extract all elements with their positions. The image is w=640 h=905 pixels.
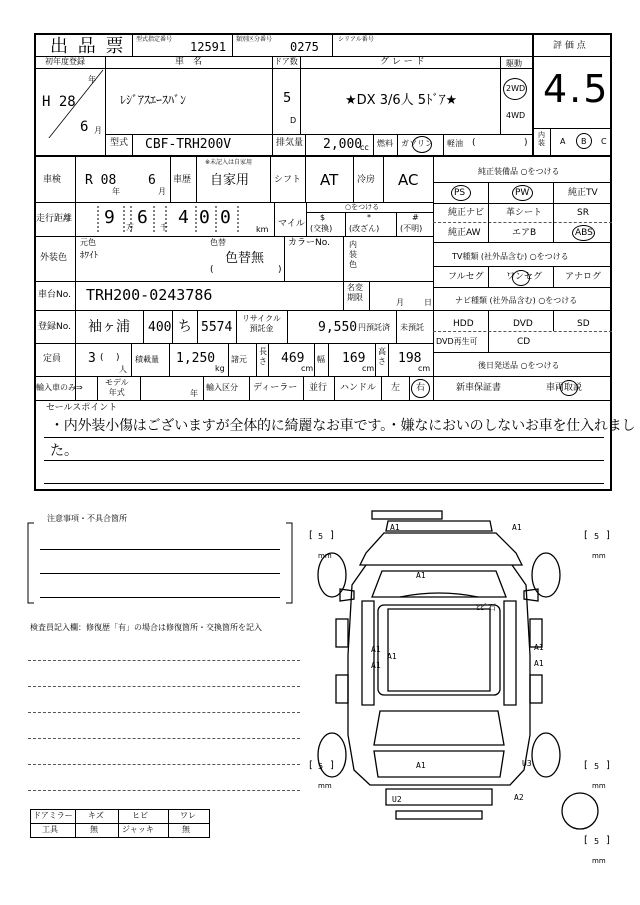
capacity-paren-close: ) (116, 353, 120, 363)
interior-b: B (581, 137, 587, 146)
tv-oneseg-circle (512, 270, 530, 286)
tv-fullseg: フルセグ (448, 272, 484, 282)
handle-left: 左 (391, 383, 401, 393)
mileage-d3: 4 (178, 207, 189, 228)
name-change-label: 名変 期限 (347, 283, 363, 302)
reg-kana: ち (178, 319, 192, 335)
tread-rl: 5 (318, 762, 324, 771)
tread-rr-mm: mm (592, 782, 606, 790)
ship-manual: 車両取説 (546, 383, 583, 393)
tread-spare-bracket-close: ] (606, 835, 610, 846)
dvd-play: DVD再生可 (436, 337, 478, 346)
parts-h0: ドアミラー (33, 811, 73, 820)
mileage-d4: 0 (199, 207, 210, 228)
drive-2wd: 2WD (506, 84, 526, 93)
class-no-label: 類別区分番号 (236, 36, 273, 43)
grade-label: グ レ ー ド (380, 57, 425, 67)
ship-warranty: 新車保証書 (456, 383, 502, 393)
mileage-opt1: $ (320, 213, 326, 222)
length: 469 (281, 351, 305, 366)
doors: 5 (283, 91, 292, 106)
drive-4wd: 4WD (506, 111, 526, 120)
mileage-d5: 0 (220, 207, 231, 228)
mileage-d2: 6 (137, 207, 148, 228)
tv-oneseg: ワンセグ (506, 272, 543, 282)
cc-unit: cc (360, 143, 369, 152)
height-label: 高さ (378, 347, 386, 366)
serial-label: シリアル番号 (338, 36, 374, 43)
displacement: 2,000 (323, 137, 363, 152)
car-name-label: 車 名 (175, 57, 203, 67)
history-note: ※未記入は自家用 (205, 159, 253, 166)
equip-abs-circle (572, 225, 595, 241)
nav-hdd: HDD (453, 319, 474, 329)
notes-bracket (26, 513, 296, 605)
ship-manual-circle (560, 380, 578, 396)
shift: AT (320, 171, 339, 189)
inspect-era: R 08 (85, 173, 117, 188)
interior-a: A (560, 137, 566, 146)
mileage-opt3-sub: (不明) (400, 224, 423, 233)
height: 198 (398, 351, 422, 366)
color-paren-close: ) (278, 265, 282, 275)
parts-h1: キズ (88, 811, 104, 820)
tread-fl: 5 (318, 532, 324, 541)
load-label: 積載量 (135, 355, 159, 364)
reg-area: 袖ヶ浦 (88, 319, 130, 335)
damage-windshield: ﾋﾋﾞ石 (476, 603, 496, 612)
tread-fr-bracket: [ (584, 530, 588, 541)
notes-title: 注意事項・不具合箇所 (44, 515, 130, 523)
first-reg-month: 6 (80, 119, 89, 135)
interior-color-label: 内 装 色 (349, 240, 357, 269)
parts-h2: ヒビ (132, 811, 148, 820)
parts-v1: 無 (90, 825, 98, 834)
history-label: 車歴 (173, 175, 192, 185)
equip-sr: SR (577, 208, 589, 218)
handle-label: ハンドル (340, 383, 377, 393)
fuel-diesel: 軽油 (447, 139, 463, 148)
score-value: 4.5 (543, 67, 610, 111)
tv-title: TV種類 (社外品含む) ○をつける (452, 252, 569, 261)
equip-navi: 純正ナビ (448, 208, 485, 218)
equipment-title: 純正装備品 ○をつける (478, 167, 560, 176)
tread-spare: 5 (594, 837, 600, 846)
door-d: D (290, 116, 297, 125)
sales-label: セールスポイント (46, 403, 118, 413)
tread-rl-bracket-close: ] (330, 760, 334, 771)
damage-left-door1: A1 (371, 645, 381, 654)
mileage-label: 走行距離 (36, 214, 73, 224)
ship-title: 後日発送品 ○をつける (478, 361, 560, 370)
nav-sd: SD (577, 319, 590, 329)
height-cm: cm (418, 364, 431, 373)
equip-ps-circle (451, 185, 471, 201)
nav-dvd: DVD (513, 319, 533, 329)
dvd-cd: CD (517, 337, 531, 347)
color-change: 色替無 (225, 251, 265, 266)
equip-pw: PW (515, 188, 530, 198)
damage-rear-bumper-left: U2 (392, 795, 402, 804)
fuel-label: 燃料 (377, 139, 393, 148)
car-diagram (300, 505, 620, 865)
model-label: 型式 (110, 138, 129, 148)
inspect-year: 年 (112, 187, 120, 196)
nav-title: ナビ種類 (社外品含む) ○をつける (455, 296, 578, 305)
equip-ps: PS (454, 188, 466, 198)
first-reg-era: H 28 (42, 94, 76, 110)
tread-fl-mm: mm (318, 552, 332, 560)
class-no: 0275 (290, 40, 319, 54)
import-dealer: ディーラー (253, 383, 298, 393)
mileage-opt3: # (412, 213, 419, 222)
first-reg-label: 初年度登録 (45, 57, 85, 66)
fuel-circle (412, 136, 432, 153)
month-unit: 月 (94, 126, 102, 135)
paren-open: ( (472, 138, 476, 148)
recycle-unit: 円預託済 (358, 323, 390, 332)
type-no-label: 型式指定番号 (136, 36, 173, 43)
history: 自家用 (210, 173, 250, 188)
inspect-label: 車検 (43, 175, 62, 185)
tread-rl-bracket: [ (309, 760, 313, 771)
ac-label: 冷房 (357, 175, 376, 185)
equip-airb: エアB (512, 228, 537, 238)
orig-color-label: 元色 (80, 238, 96, 247)
damage-rear-bumper-right: A2 (514, 793, 524, 802)
color-label: 外装色 (40, 253, 68, 263)
model: CBF-TRH200V (145, 137, 232, 152)
reg-label: 登録No. (38, 322, 71, 332)
orig-color: ﾎﾜｲﾄ (80, 251, 99, 261)
tread-rl-mm: mm (318, 782, 332, 790)
interior-c: C (601, 137, 607, 146)
capacity-unit: 人 (119, 365, 127, 374)
sales-line1: ・内外装小傷はございますが全体的に綺麗なお車です。・嫌なにおいのしないお車を仕入れまし (50, 418, 636, 434)
mileage-d1: 9 (104, 207, 115, 228)
parts-v3: 無 (182, 825, 190, 834)
handle-right: 右 (416, 383, 426, 393)
recycle-label: リサイクル 預託金 (242, 314, 281, 333)
damage-right-door1: A1 (534, 643, 544, 652)
mileage-man: 万 (126, 223, 134, 232)
equip-pw-circle (512, 185, 533, 201)
import-parallel: 並行 (309, 383, 328, 393)
capacity-label: 定員 (43, 354, 62, 364)
year-unit: 年 (88, 75, 96, 84)
chassis-no: TRH200-0243786 (86, 286, 213, 304)
mileage-opt-header: ○をつける (345, 203, 380, 211)
capacity-value: 3 (88, 351, 96, 366)
parts-h3: ワレ (180, 811, 196, 820)
width-cm: cm (362, 364, 375, 373)
load-kg: kg (215, 364, 225, 373)
disp-label: 排気量 (276, 138, 304, 148)
load-value: 1,250 (176, 351, 216, 366)
drive-label: 駆動 (506, 59, 522, 68)
inspect-month: 6 (148, 173, 156, 188)
car-name: ﾚｼﾞｱｽｴｰｽﾊﾞﾝ (120, 93, 187, 107)
damage-hood: A1 (416, 571, 426, 580)
mileage-opt1-sub: (交換) (310, 224, 333, 233)
paren-close: ) (524, 138, 528, 148)
sales-line2: た。 (50, 443, 78, 459)
width: 169 (342, 351, 366, 366)
model-year-label: モデル 年式 (105, 378, 129, 397)
ac: AC (398, 171, 419, 189)
interior-label: 内装 (538, 131, 545, 147)
parts-v0: 工具 (42, 825, 58, 834)
grade: ★DX 3/6人 5ﾄﾞｱ★ (345, 93, 458, 108)
equip-aw: 純正AW (448, 228, 481, 238)
shift-label: シフト (274, 175, 302, 185)
inspector-note: 検査員記入欄：修復歴「有」の場合は修復箇所・交換箇所を記入 (30, 623, 262, 632)
tread-fr: 5 (594, 532, 600, 541)
tread-spare-bracket: [ (584, 835, 588, 846)
tread-rr: 5 (594, 762, 600, 771)
color-no-label: カラーNo. (288, 238, 330, 248)
tread-fr-bracket-close: ] (606, 530, 610, 541)
import-year-unit: 年 (190, 389, 198, 398)
equip-leather: 革シート (506, 208, 543, 218)
tread-fl-bracket: [ (309, 530, 313, 541)
mileage-opt2-sub: (改ざん) (349, 224, 380, 233)
capacity-paren-open: ( (100, 353, 104, 363)
equip-abs: ABS (575, 228, 593, 238)
len-label: 長さ (259, 347, 267, 366)
color-change-label: 色替 (210, 238, 226, 247)
name-change-month: 月 (396, 298, 404, 307)
length-cm: cm (301, 364, 314, 373)
fuel-gas: ガソリン (401, 139, 433, 148)
damage-front-left: A1 (390, 523, 400, 532)
mileage-km: km (256, 225, 269, 234)
chassis-label: 車台No. (38, 290, 71, 300)
color-paren-open: ( (210, 265, 214, 275)
width-label: 幅 (317, 355, 325, 364)
recycle-no: 未預託 (400, 323, 424, 332)
tread-rr-bracket-close: ] (606, 760, 610, 771)
equip-tv: 純正TV (568, 188, 598, 198)
damage-rear-left: A1 (416, 761, 426, 770)
doors-label: ドア数 (274, 57, 298, 66)
mileage-opt2: * (367, 213, 371, 222)
damage-right-door2: A1 (534, 659, 544, 668)
tread-rr-bracket: [ (584, 760, 588, 771)
damage-left-door2: A1 (387, 652, 397, 661)
tread-fl-bracket-close: ] (330, 530, 334, 541)
name-change-day: 日 (424, 298, 432, 307)
parts-v2: ジャッキ (122, 825, 154, 834)
reg-num2: 5574 (201, 320, 233, 335)
inspect-month-unit: 月 (158, 187, 166, 196)
handle-circle (411, 379, 430, 398)
reg-num1: 400 (148, 320, 172, 335)
recycle-amount: 9,550 (318, 320, 358, 335)
interior-circle (576, 133, 592, 149)
form-title: 出 品 票 (50, 36, 126, 57)
damage-left-door3: A1 (371, 661, 381, 670)
score-label: 評 価 点 (553, 41, 586, 51)
dim-label: 諸元 (231, 355, 247, 364)
damage-rear-right: U3 (522, 759, 532, 768)
mileage-mile: マイル (278, 219, 305, 229)
type-no: 12591 (190, 40, 227, 54)
tread-fr-mm: mm (592, 552, 606, 560)
mileage-sen: 千 (160, 223, 168, 232)
import-type-label: 輸入区分 (206, 383, 238, 392)
tread-spare-mm: mm (592, 857, 606, 865)
import-label: 輸入車のみ⇒ (36, 383, 83, 392)
tv-analog: アナログ (565, 272, 602, 282)
damage-front-right: A1 (512, 523, 522, 532)
